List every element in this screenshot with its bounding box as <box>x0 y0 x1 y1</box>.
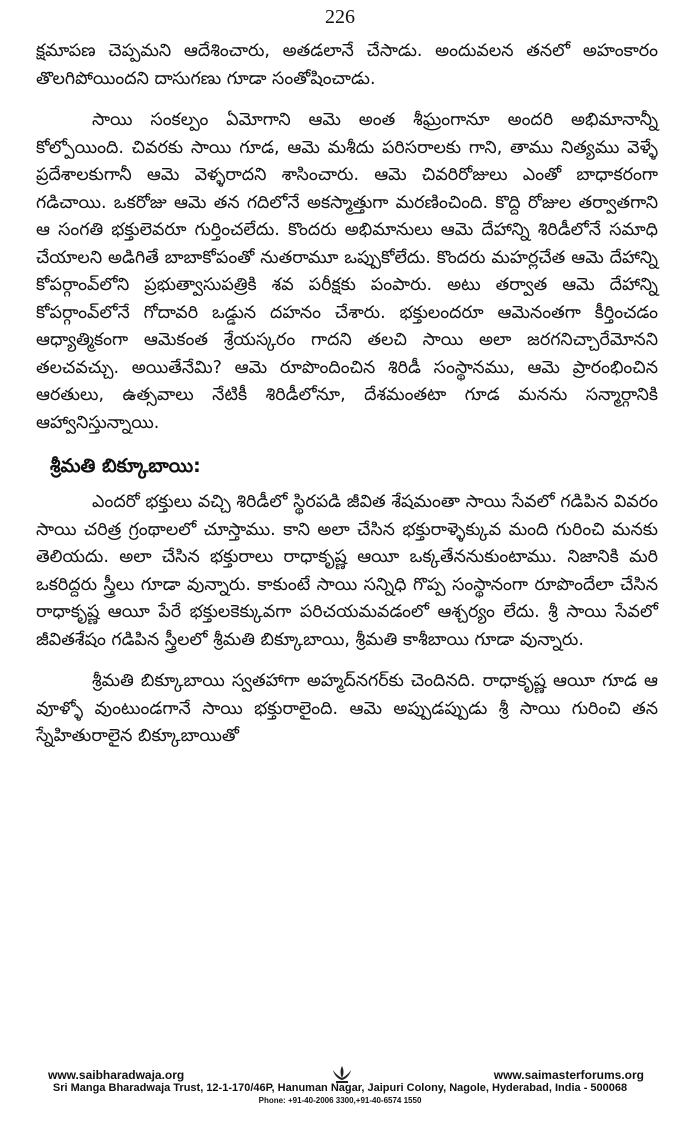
page-footer <box>0 1064 680 1122</box>
section-heading: శ్రీమతి బిక్కూబాయి: <box>50 455 201 477</box>
paragraph-4: శ్రీమతి బిక్కూబాయి స్వతహాగా అహ్మద్‌నగర్‌కు చెందినది. రాధాకృష్ణ ఆయీ గూడ ఆ వూళ్ళో వుంటుండగానే సాయి భక్తురాలైంది. ఆమె అప్పుడప్పుడు శ్రీ సాయి గురించి తన స్నేహితురాలైన బిక్కూబాయితో <box>36 671 658 746</box>
footer-forum-link[interactable]: www.saimasterforums.org <box>493 1068 644 1082</box>
footer-address: Sri Manga Bharadwaja Trust, 12-1-170/46P, Hanuman Nagar, Jaipuri Colony, Nagole, Hyderabad, India - 500068 <box>52 1082 628 1094</box>
lotus-emblem-icon <box>330 1064 354 1084</box>
footer-website-link[interactable]: www.saibharadwaja.org <box>48 1068 185 1082</box>
page-number: 226 <box>325 6 355 28</box>
paragraph-2: సాయి సంకల్పం ఏమోగాని ఆమె అంత శీఘ్రంగానూ అందరి అభిమానాన్నీ కోల్పోయింది. చివరకు సాయి గూడ, ఆమె మశీదు పరిసరాలకు గాని, తాము నిత్యము వెళ్ళే ప్రదేశాలకుగానీ ఆమె వెళ్ళరాదని శాసించారు. ఆమె చివరిరోజులు ఎంతో బాధాకరంగా గడిచాయి. ఒకరోజు ఆమె తన గదిలోనే అకస్మాత్తుగా మరణించింది. కొద్ది రోజుల తర్వాతగాని ఆ సంగతి భక్తులెవరూ గుర్తించలేదు. కొందరు అభిమానులు ఆమె దేహాన్ని శిరిడీలోనే సమాధి చేయాలని అడిగితే బాబాకోపంతో నుతరామూ ఒప్పుకోలేదు. కొందరు మహర్లచేత ఆమె దేహాన్ని కోపర్గాంవ్‌లోని ప్రభుత్వాసుపత్రికి శవ పరీక్షకు పంపారు. అటు తర్వాత ఆమె దేహాన్ని కోపర్గాంవ్‌లోనే గోదావరి ఒడ్డున దహనం చేశారు. భక్తులందరూ ఆమెనంతగా కీర్తించడం ఆధ్యాత్మికంగా ఆమెకంత శ్రేయస్కరం గాదని తలచి సాయి అలా జరగనిచ్చారేమోనని తలచవచ్చు. అయితేనేమి? ఆమె రూపొందించిన శిరిడీ సంస్థానము, ఆమె ప్రారంభించిన ఆరతులు, ఉత్సవాలు నేటికీ శిరిడీలోనూ, దేశమంతటా గూడ మనను సన్మార్గానికి ఆహ్వానిస్తున్నాయి. <box>36 110 658 433</box>
page-body <box>36 38 658 751</box>
paragraph-1: క్షమాపణ చెప్పమని ఆదేశించారు, అతడలానే చేసాడు. అందువలన తనలో అహంకారం తొలగిపోయిందని దాసుగణు గూడా సంతోషించాడు. <box>36 41 658 89</box>
paragraph-3: ఎందరో భక్తులు వచ్చి శిరిడీలో స్థిరపడి జీవిత శేషమంతా సాయి సేవలో గడిపిన వివరం సాయి చరిత్ర గ్రంథాలలో చూస్తాము. కాని అలా చేసిన భక్తురాళ్ళెక్కువ మంది గురించి మనకు తెలియదు. అలా చేసిన భక్తురాలు రాధాకృష్ణ ఆయీ ఒక్కతేననుకుంటాము. నిజానికి మరి ఒకరిద్దరు స్త్రీలు గూడా వున్నారు. కాకుంటే సాయి సన్నిధి గొప్ప సంస్థానంగా రూపొందేలా చేసిన రాధాకృష్ణ ఆయీ పేరే భక్తులకెక్కువగా పరిచయమవడంలో ఆశ్చర్యం లేదు. శ్రీ సాయి సేవలో జీవితశేషం గడిపిన స్త్రీలలో శ్రీమతి బిక్కూబాయి, శ్రీమతి కాశీబాయి గూడా వున్నారు. <box>36 492 658 650</box>
footer-phone: Phone: +91-40-2006 3300,+91-40-6574 1550 <box>258 1096 422 1105</box>
